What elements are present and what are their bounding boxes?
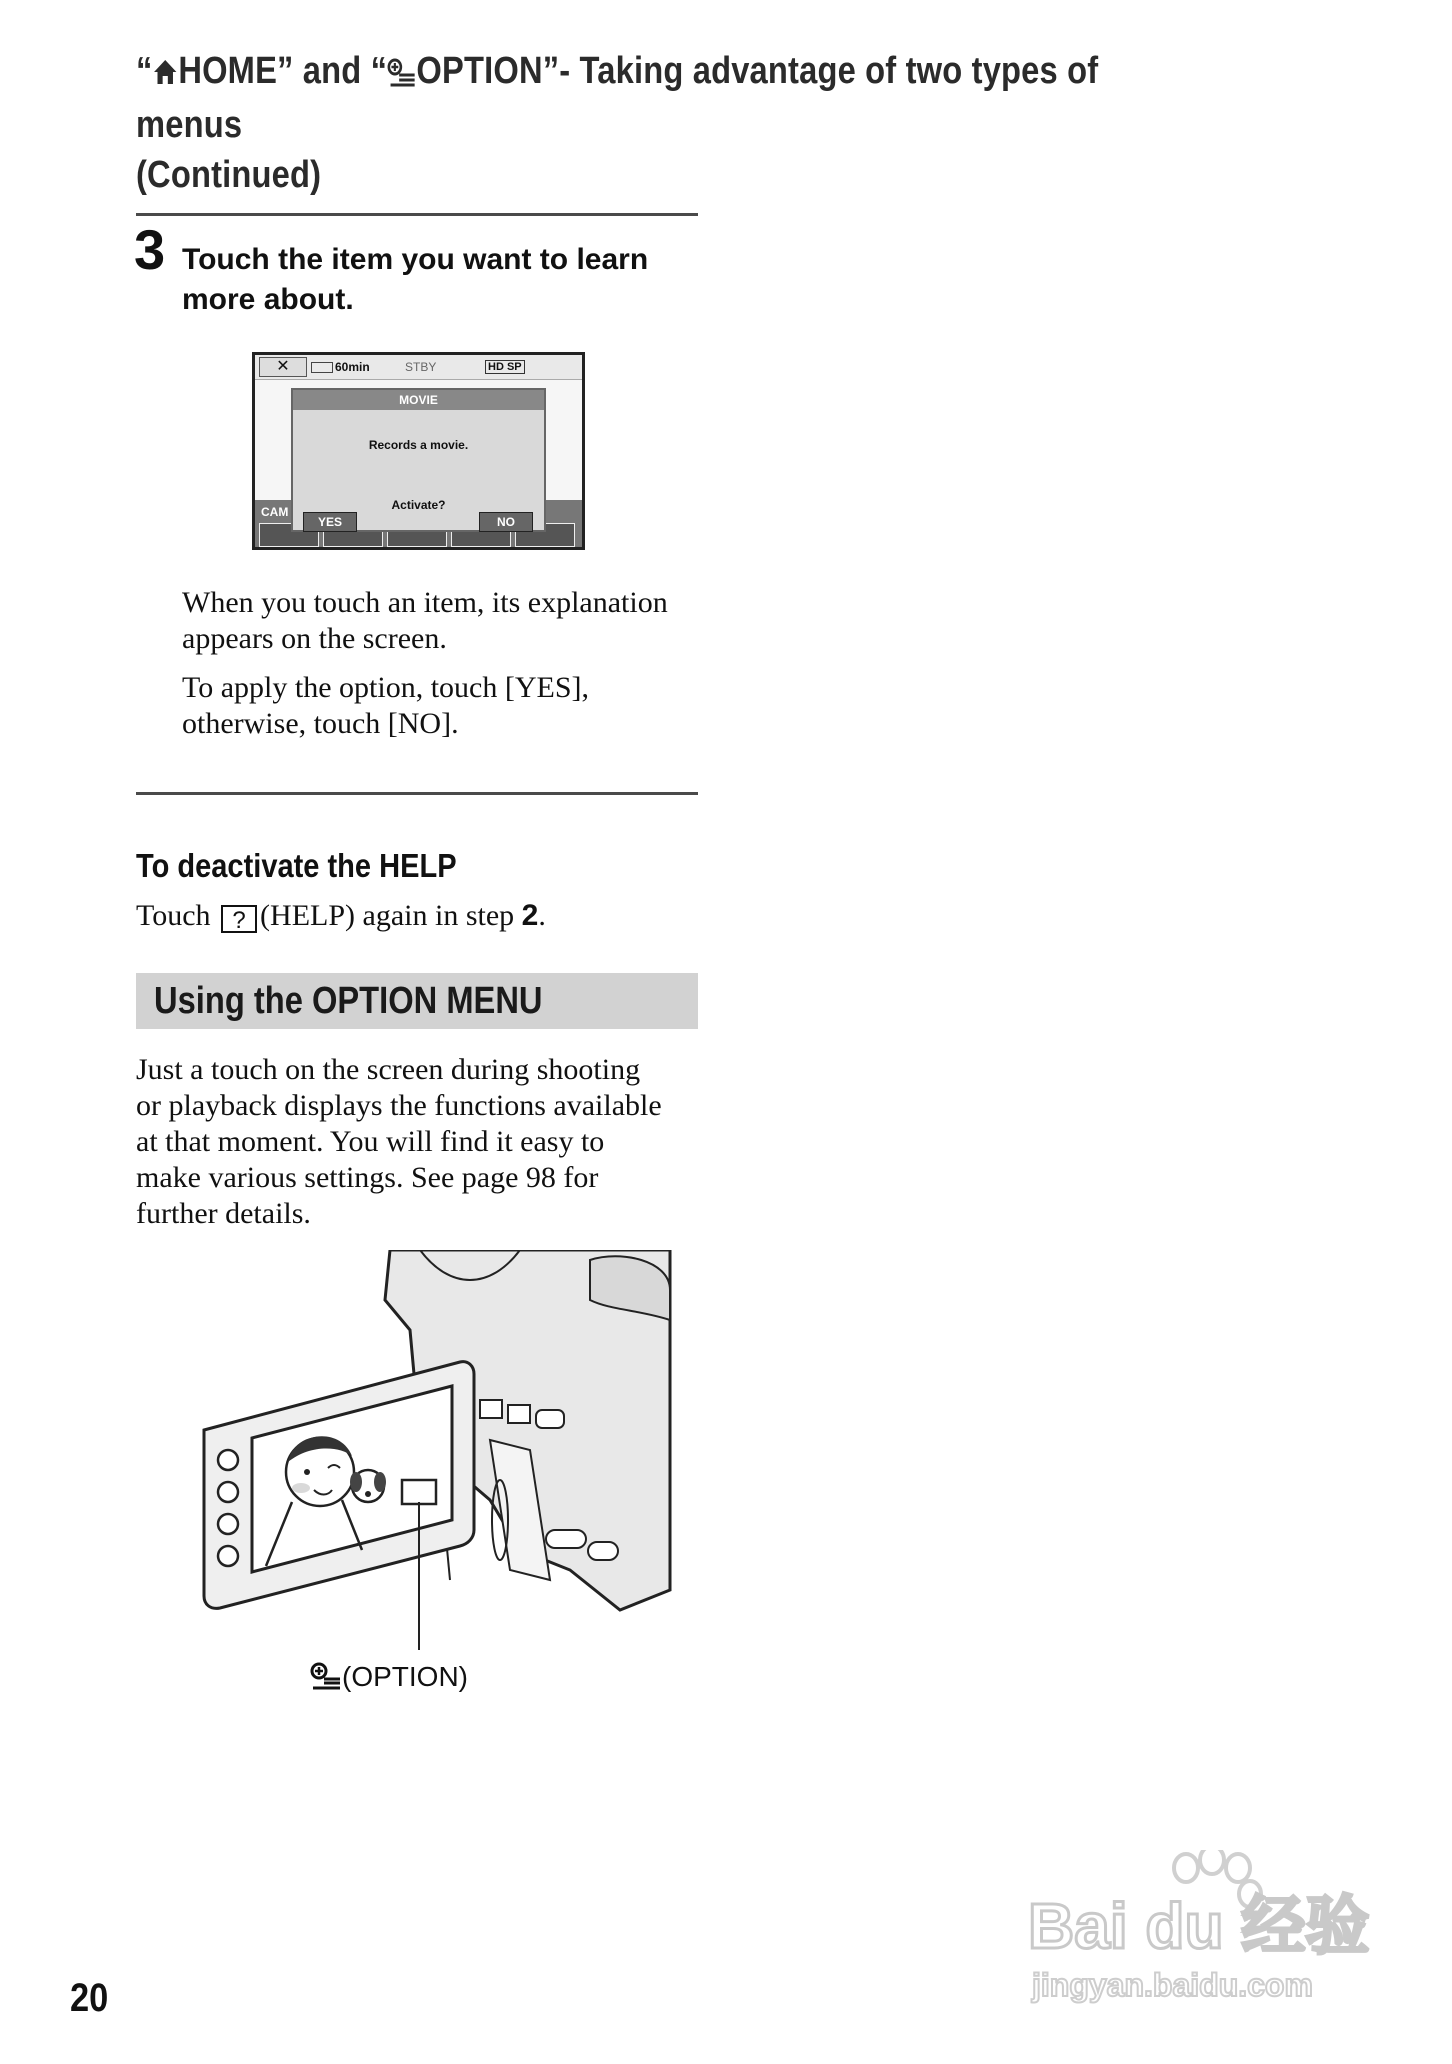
option-menu-banner xyxy=(136,973,698,1029)
battery-icon xyxy=(311,362,333,373)
quality-indicator: HD SP xyxy=(485,360,525,374)
no-button[interactable]: NO xyxy=(479,512,533,532)
option-menu-heading: Using the OPTION MENU xyxy=(154,980,543,1022)
step-instruction: Touch the item you want to learn more about. xyxy=(182,243,649,316)
page-number: 20 xyxy=(70,1976,109,2020)
lcd-screen-illustration xyxy=(252,352,585,550)
page-title: “ HOME” and “ OPTION”- Taking advantage of two types of menus (Continued) xyxy=(136,50,1099,196)
section-divider xyxy=(136,213,698,216)
option-icon xyxy=(310,1662,342,1698)
option-menu-description: Just a touch on the screen during shooting or playback displays the functions available at that moment. You will find it easy to make various settings. See page 98 for further details. xyxy=(136,1053,662,1230)
dialog-message: Records a movie. xyxy=(368,438,469,452)
deactivate-heading: To deactivate the HELP xyxy=(136,847,457,884)
dialog-title: MOVIE xyxy=(293,390,544,410)
step-number: 3 xyxy=(134,218,166,281)
deactivate-instruction: Touch ? (HELP) again in step 2. xyxy=(136,899,546,934)
svg-text:Bai du 经验: Bai du 经验 xyxy=(1028,1890,1370,1962)
baidu-jingyan-watermark xyxy=(1028,1850,1378,2010)
yes-button[interactable]: YES xyxy=(303,512,357,532)
option-icon xyxy=(387,50,416,100)
section-divider xyxy=(136,792,698,795)
category-label: CAM xyxy=(261,505,289,519)
lcd-status-bar xyxy=(255,355,582,380)
help-dialog xyxy=(291,388,546,532)
close-icon[interactable]: ✕ xyxy=(259,357,307,377)
battery-remaining: 60min xyxy=(335,360,370,374)
option-callout: (OPTION) xyxy=(310,1660,468,1698)
status-indicator: STBY xyxy=(405,360,437,374)
home-icon xyxy=(153,50,179,100)
svg-text:jingyan.baidu.com: jingyan.baidu.com xyxy=(1032,1967,1313,2003)
dialog-question: Activate? xyxy=(391,498,446,512)
help-explanation: When you touch an item, its explanation appears on the screen. xyxy=(182,586,668,655)
apply-instruction: To apply the option, touch [YES], otherwise, touch [NO]. xyxy=(182,671,590,740)
help-icon: ? xyxy=(221,905,257,933)
camcorder-illustration xyxy=(190,1250,680,1660)
